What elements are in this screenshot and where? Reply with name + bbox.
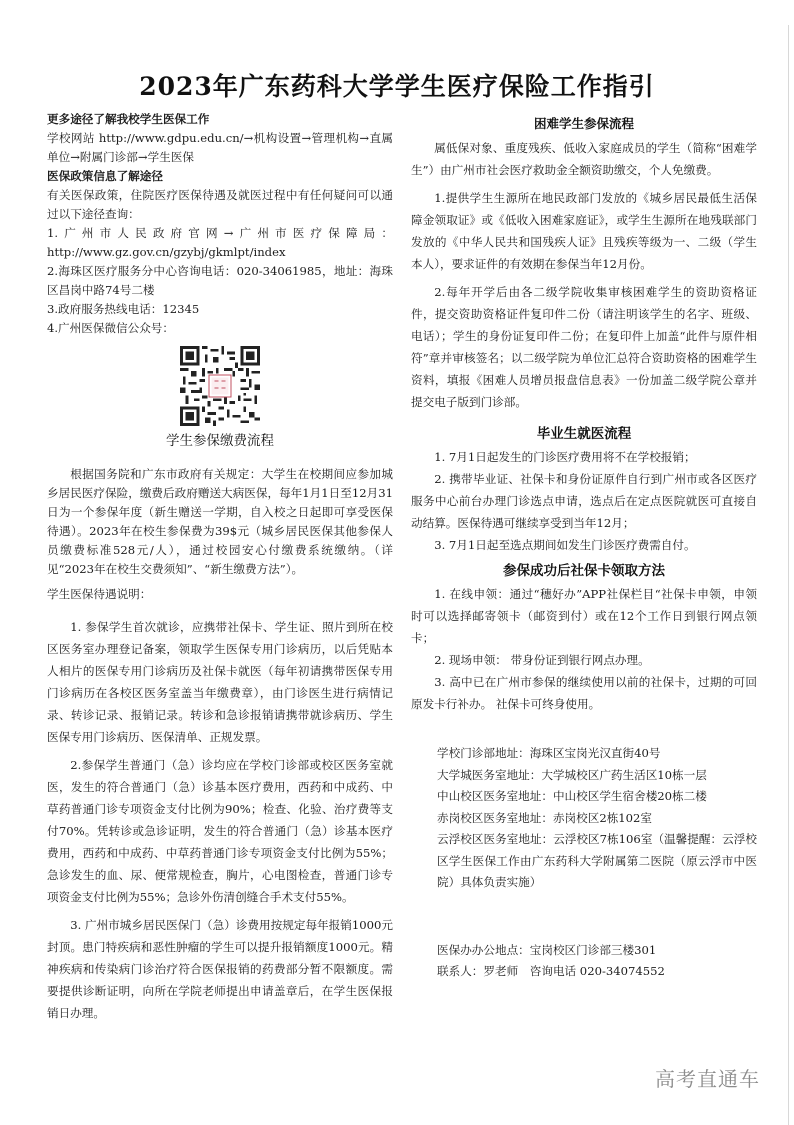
- payment-process-heading: 学生参保缴费流程: [166, 433, 274, 449]
- policy-item-1: 1.广州市人民政府官网→广州市医疗保障局：http://www.gz.gov.cn/gzybj/gkmlpt/index: [47, 226, 393, 259]
- address-clinic: 学校门诊部地址：海珠区宝岗光汉直街40号: [437, 746, 661, 760]
- left-column: [47, 110, 393, 1024]
- contact-phone: 联系人：罗老师 咨询电话 020-34074552: [437, 964, 665, 978]
- benefits-item-1: 1. 参保学生首次就诊，应携带社保卡、学生证、照片到所在校区医务室办理登记备案，领取学生医保专用门诊病历，以后凭贴本人相片的医保专用门诊病历及社保卡就医（每年初请携带医保专用门诊病历在各校区医务室盖当年缴费章），由门诊医生进行病情记录、转诊记录、报销记录。转诊和急诊报销请携带就诊病历、学生医保专用门诊病历、医保清单、正规发票。: [47, 620, 393, 744]
- hardship-item-2: 2.每年开学后由各二级学院收集审核困难学生的资助资格证件，提交资助资格证件复印件二份（请注明该学生的名字、班级、电话）；学生的身份证复印件二份；在复印件上加盖“此件与原件相符”章并审核签名；以二级学院为单位汇总符合资助资格的困难学生资料，填报《困难人员增员报盘信息表》一份加盖二级学院公章并提交电子版到门诊部。: [411, 285, 757, 409]
- policy-item-4: 4.广州医保微信公众号：: [47, 321, 174, 335]
- address-university-town: 大学城医务室地址：大学城校区广药生活区10栋一层: [437, 767, 707, 782]
- benefits-heading: 学生医保待遇说明：: [47, 587, 152, 601]
- campus-addresses: [411, 743, 757, 894]
- hardship-item-1: 1.提供学生生源所在地民政部门发放的《城乡居民最低生活保障金领取证》或《低收入困难家庭证》，或学生生源所在地残联部门发放的《中华人民共和国残疾人证》且残疾等级为一、二级（学生本人），要求证件的有效期在参保当年12月份。: [411, 191, 757, 271]
- right-column: [411, 114, 757, 983]
- graduate-item-2: 2. 携带毕业证、社保卡和身份证原件自行到广州市或各区医疗服务中心前台办理门诊选点申请，选点后在定点医院就医可直接自动结算。医保待遇可继续享受到当年12月；: [411, 472, 757, 530]
- more-ways-heading: 更多途径了解我校学生医保工作: [47, 112, 210, 126]
- graduate-item-1: 1. 7月1日起发生的门诊医疗费用将不在学校报销；: [434, 450, 696, 464]
- payment-process-text: 根据国务院和广东市政府有关规定：大学生在校期间应参加城乡居民医疗保险，缴费后政府赠送大病医保，每年1月1日至12月31日为一个参保年度（新生赠送一学期，自入校之日起即可享受医保待遇）。2023年在校生参保费为39$元（城乡居民医保其他参保人员缴费标准528元/人），通过校园安心付缴费系统缴纳。（详见“2023年在校生交费须知”、“新生缴费方法”）。: [47, 467, 393, 576]
- address-zhongshan: 中山校区医务室地址：中山校区学生宿舍楼20栋二楼: [437, 789, 707, 803]
- school-website-path: 学校网站 http://www.gdpu.edu.cn/→机构设置→管理机构→直属单位→附属门诊部→学生医保: [47, 131, 393, 164]
- graduate-item-3: 3. 7月1日起至选点期间如发生门诊医疗费需自付。: [434, 538, 696, 552]
- social-card-item-1: 1. 在线申领：通过“穗好办”APP社保栏目“社保卡申领，申领时可以选择邮寄领卡（邮资到付）或在12个工作日到银行网点领卡；: [411, 587, 757, 645]
- qr-code-container: [47, 346, 393, 426]
- wechat-qr-code-icon: [180, 346, 260, 426]
- address-yunfu: 云浮校区医务室地址：云浮校区7栋106室（温馨提醒：云浮校区学生医保工作由广东药科大学附属第二医院（原云浮市中医院）具体负责实施）: [437, 832, 757, 889]
- office-location: 医保办办公地点：宝岗校区门诊部三楼301: [437, 942, 657, 957]
- watermark-text: 高考直通车: [655, 1067, 760, 1091]
- benefits-item-2: 2.参保学生普通门（急）诊均应在学校门诊部或校区医务室就医，发生的符合普通门（急）诊基本医疗费用，西药和中成药、中草药普通门诊专项资金支付比例为90%；检查、化验、治疗费等支付70%。凭转诊或急诊证明，发生的符合普通门（急）诊基本医疗费用，西药和中成药、中草药普通门诊专项资金支付比例为55%；急诊发生的血、尿、便常规检查，胸片，心电图检查，普通门诊专项资金支付比例为55%；急诊外伤清创缝合手术支付55%。: [47, 758, 393, 904]
- social-card-item-3: 3. 高中已在广州市参保的继续使用以前的社保卡，过期的可回原发卡行补办。 社保卡可终身使用。: [411, 675, 757, 711]
- page-title: 2023年广东药科大学学生医疗保险工作指引: [139, 71, 655, 101]
- social-card-heading: 参保成功后社保卡领取方法: [503, 563, 665, 579]
- contact-block: [411, 940, 757, 983]
- page-edge-divider: [788, 25, 789, 1125]
- policy-intro: 有关医保政策，住院医疗医保待遇及就医过程中有任何疑问可以通过以下途径查询：: [47, 188, 393, 221]
- graduate-medical-heading: 毕业生就医流程: [536, 426, 632, 442]
- social-card-item-2: 2. 现场申领： 带身份证到银行网点办理。: [434, 653, 650, 667]
- policy-info-heading: 医保政策信息了解途径: [47, 169, 163, 183]
- hardship-intro: 属低保对象、重度残疾、低收入家庭成员的学生（简称“困难学生”）由广州市社会医疗救助金全额资助缴交，个人免缴费。: [411, 141, 757, 177]
- benefits-item-3: 3. 广州市城乡居民医保门（急）诊费用按规定每年报销1000元封顶。患门特疾病和恶性肿瘤的学生可以提升报销额度1000元。精神疾病和传染病门诊治疗符合医保报销的药费部分暂不限额度。需要提供诊断证明，向所在学院老师提出申请盖章后，在学生医保报销日办理。: [47, 918, 393, 1020]
- hardship-students-heading: 困难学生参保流程: [533, 116, 634, 131]
- policy-item-3: 3.政府服务热线电话：12345: [47, 302, 200, 316]
- address-chigang: 赤岗校区医务室地址：赤岗校区2栋102室: [437, 810, 653, 825]
- policy-item-2: 2.海珠区医疗服务分中心咨询电话：020-34061985，地址：海珠区昌岗中路74号二楼: [47, 264, 393, 297]
